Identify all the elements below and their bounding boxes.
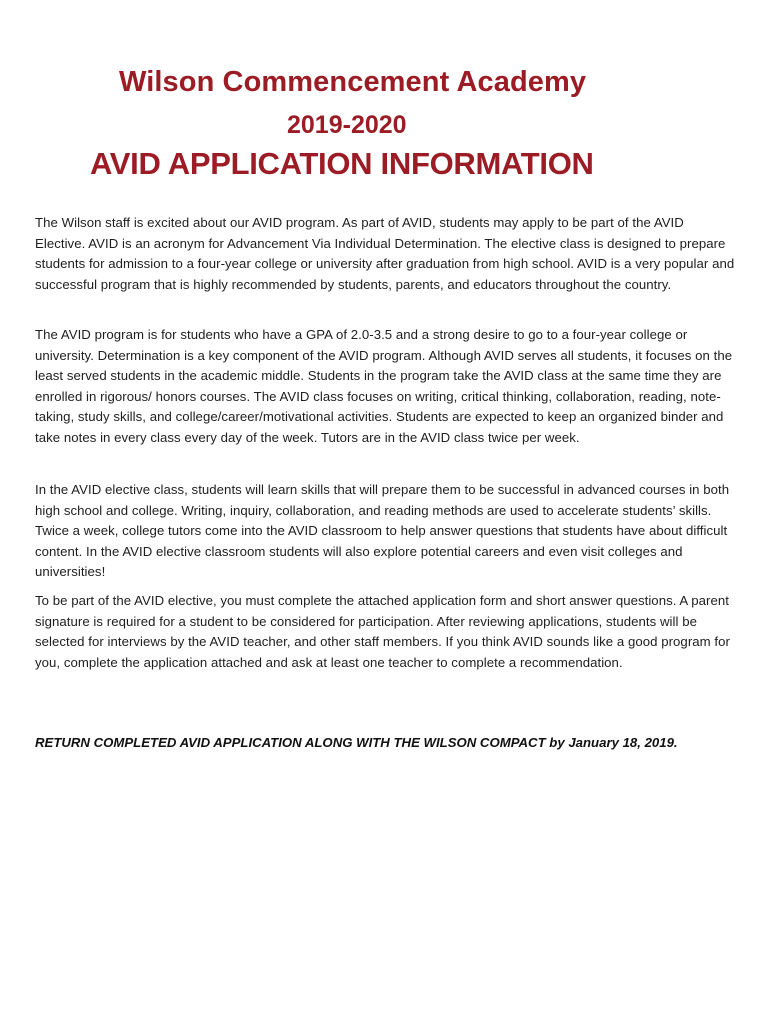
elective-paragraph: In the AVID elective class, students will learn skills that will prepare them to be successful in advanced courses in both high school and college. Writing, inquiry, collaboration, and reading methods are used to accelerate students’ skills. Twice a week, college tutors come into the AVID classroom to help answer questions that students have about difficult content. In the AVID elective classroom students will also explore potential careers and even visit colleges and universities! bbox=[35, 482, 730, 579]
application-paragraph: To be part of the AVID elective, you must complete the attached application form and short answer questions. A parent signature is required for a student to be considered for participation. After reviewing applications, students will be selected for interviews by the AVID teacher, and other staff members. If you think AVID sounds like a good program for you, complete the application attached and ask at least one teacher to complete a recommendation. bbox=[35, 593, 730, 670]
school-year-heading: 2019-2020 bbox=[287, 111, 407, 139]
school-name-heading: Wilson Commencement Academy bbox=[119, 66, 587, 98]
intro-paragraph: The Wilson staff is excited about our AVID program. As part of AVID, students may apply to be part of the AVID Elective. AVID is an acronym for Advancement Via Individual Determination. The elective class is designed to prepare students for admission to a four-year college or university after graduation from high school. AVID is a very popular and successful program that is highly recommended by students, parents, and educators throughout the country. bbox=[35, 215, 735, 292]
document-title: AVID APPLICATION INFORMATION bbox=[90, 146, 594, 181]
program-paragraph: The AVID program is for students who have a GPA of 2.0-3.5 and a strong desire to go to a four-year college or university. Determination is a key component of the AVID program. Although AVID serves all students, it focuses on the least served students in the academic middle. Students in the program take the AVID class at the same time they are enrolled in rigorous/ honors courses. The AVID class focuses on writing, critical thinking, collaboration, reading, note-taking, study skills, and college/career/motivational activities. Students are expected to keep an organized binder and take notes in every class every day of the week. Tutors are in the AVID class twice per week. bbox=[35, 327, 733, 445]
return-deadline-note: RETURN COMPLETED AVID APPLICATION ALONG WITH THE WILSON COMPACT by January 18, 2019. bbox=[35, 735, 678, 750]
